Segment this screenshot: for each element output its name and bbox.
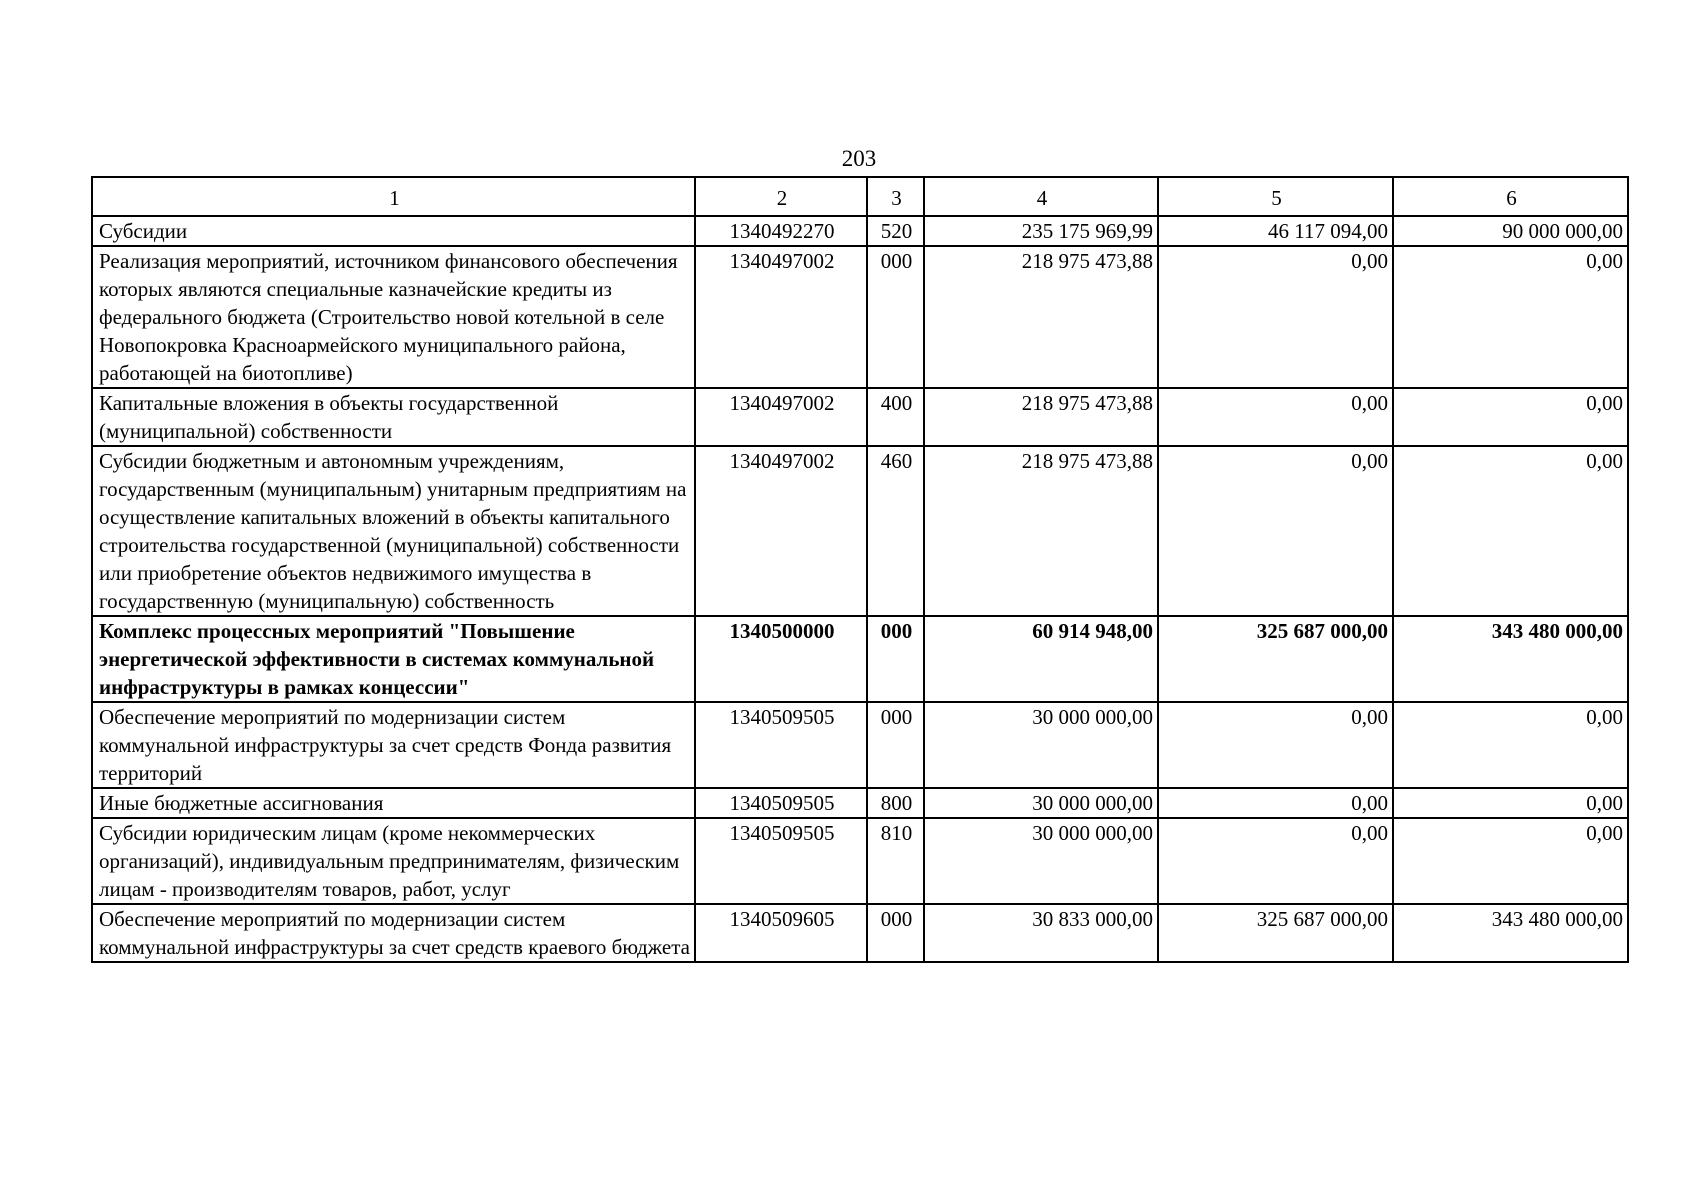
row-code-cell: 1340497002 xyxy=(695,388,867,446)
row-amount-col4-cell: 30 833 000,00 xyxy=(924,904,1158,962)
row-amount-col6-cell: 0,00 xyxy=(1393,246,1628,388)
table-row xyxy=(92,246,1628,388)
row-amount-col4-cell: 218 975 473,88 xyxy=(924,446,1158,616)
row-code-cell: 1340509505 xyxy=(695,788,867,818)
row-expense-type-cell: 800 xyxy=(867,788,924,818)
row-amount-col6-cell: 0,00 xyxy=(1393,818,1628,904)
row-amount-col4-cell: 30 000 000,00 xyxy=(924,818,1158,904)
row-amount-col5-cell: 325 687 000,00 xyxy=(1158,616,1393,702)
row-amount-col6-cell: 0,00 xyxy=(1393,446,1628,616)
budget-table xyxy=(91,176,1629,963)
page-number: 203 xyxy=(841,146,877,171)
row-amount-col5-cell: 46 117 094,00 xyxy=(1158,216,1393,246)
table-row xyxy=(92,702,1628,788)
row-name-cell: Иные бюджетные ассигнования xyxy=(92,788,695,818)
row-amount-col6-cell: 343 480 000,00 xyxy=(1393,904,1628,962)
row-name-cell: Комплекс процессных мероприятий "Повышение энергетической эффективности в системах коммунальной инфраструктуры в рамках концессии" xyxy=(92,616,695,702)
row-amount-col4-cell: 60 914 948,00 xyxy=(924,616,1158,702)
table-row xyxy=(92,446,1628,616)
table-row xyxy=(92,788,1628,818)
row-expense-type-cell: 000 xyxy=(867,246,924,388)
row-amount-col5-cell: 0,00 xyxy=(1158,246,1393,388)
row-expense-type-cell: 000 xyxy=(867,904,924,962)
row-amount-col4-cell: 218 975 473,88 xyxy=(924,246,1158,388)
table-row xyxy=(92,904,1628,962)
row-name-cell: Субсидии xyxy=(92,216,695,246)
table-row xyxy=(92,216,1628,246)
row-amount-col6-cell: 0,00 xyxy=(1393,702,1628,788)
row-amount-col6-cell: 90 000 000,00 xyxy=(1393,216,1628,246)
row-amount-col4-cell: 30 000 000,00 xyxy=(924,788,1158,818)
row-name-cell: Субсидии бюджетным и автономным учреждениям, государственным (муниципальным) унитарным предприятиям на осуществление капитальных вложений в объекты капитального строительства государственной (муниципальной) собственности или приобретение объектов недвижимого имущества в государственную (муниципальную) собственность xyxy=(92,446,695,616)
row-code-cell: 1340509505 xyxy=(695,818,867,904)
row-code-cell: 1340497002 xyxy=(695,446,867,616)
row-code-cell: 1340509505 xyxy=(695,702,867,788)
table-body xyxy=(92,216,1628,962)
row-amount-col6-cell: 0,00 xyxy=(1393,788,1628,818)
table-row xyxy=(92,818,1628,904)
row-code-cell: 1340497002 xyxy=(695,246,867,388)
row-amount-col5-cell: 0,00 xyxy=(1158,702,1393,788)
row-name-cell: Обеспечение мероприятий по модернизации систем коммунальной инфраструктуры за счет средств краевого бюджета xyxy=(92,904,695,962)
row-amount-col5-cell: 0,00 xyxy=(1158,818,1393,904)
row-amount-col5-cell: 0,00 xyxy=(1158,446,1393,616)
row-name-cell: Капитальные вложения в объекты государственной (муниципальной) собственности xyxy=(92,388,695,446)
row-amount-col5-cell: 0,00 xyxy=(1158,788,1393,818)
row-expense-type-cell: 520 xyxy=(867,216,924,246)
row-name-cell: Субсидии юридическим лицам (кроме некоммерческих организаций), индивидуальным предпринимателям, физическим лицам - производителям товаров, работ, услуг xyxy=(92,818,695,904)
column-header-2: 2 xyxy=(695,177,867,216)
column-header-5: 5 xyxy=(1158,177,1393,216)
row-expense-type-cell: 000 xyxy=(867,616,924,702)
row-amount-col4-cell: 218 975 473,88 xyxy=(924,388,1158,446)
row-code-cell: 1340492270 xyxy=(695,216,867,246)
row-name-cell: Реализация мероприятий, источником финансового обеспечения которых являются специальные казначейские кредиты из федерального бюджета (Строительство новой котельной в селе Новопокровка Красноармейского муниципального района, работающей на биотопливе) xyxy=(92,246,695,388)
column-header-6: 6 xyxy=(1393,177,1628,216)
row-expense-type-cell: 810 xyxy=(867,818,924,904)
row-name-cell: Обеспечение мероприятий по модернизации систем коммунальной инфраструктуры за счет средств Фонда развития территорий xyxy=(92,702,695,788)
row-expense-type-cell: 400 xyxy=(867,388,924,446)
row-amount-col5-cell: 325 687 000,00 xyxy=(1158,904,1393,962)
table-header-row xyxy=(92,177,1628,216)
column-header-3: 3 xyxy=(867,177,924,216)
row-amount-col4-cell: 30 000 000,00 xyxy=(924,702,1158,788)
column-header-4: 4 xyxy=(924,177,1158,216)
table-row xyxy=(92,388,1628,446)
row-amount-col6-cell: 0,00 xyxy=(1393,388,1628,446)
row-amount-col5-cell: 0,00 xyxy=(1158,388,1393,446)
row-amount-col4-cell: 235 175 969,99 xyxy=(924,216,1158,246)
table-row xyxy=(92,616,1628,702)
row-code-cell: 1340500000 xyxy=(695,616,867,702)
row-expense-type-cell: 460 xyxy=(867,446,924,616)
column-header-1: 1 xyxy=(92,177,695,216)
row-expense-type-cell: 000 xyxy=(867,702,924,788)
row-amount-col6-cell: 343 480 000,00 xyxy=(1393,616,1628,702)
row-code-cell: 1340509605 xyxy=(695,904,867,962)
